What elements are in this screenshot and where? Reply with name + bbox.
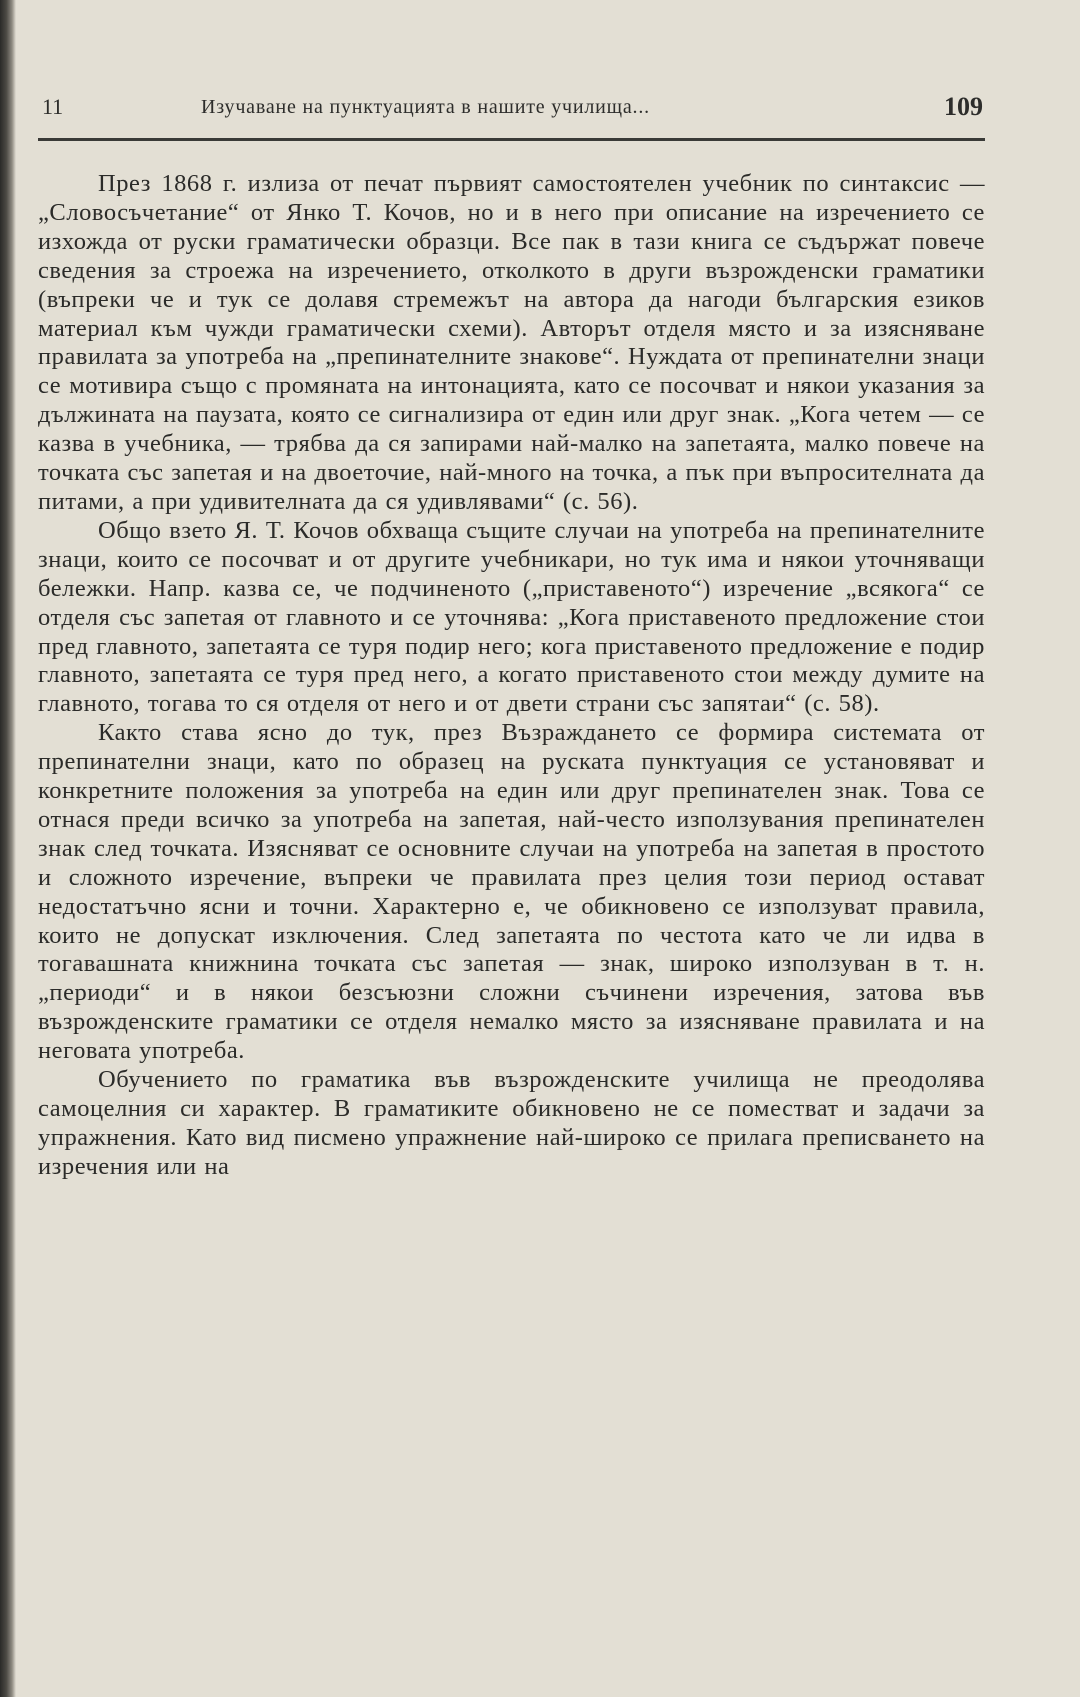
binding-edge	[0, 0, 16, 1697]
running-header	[38, 92, 985, 126]
paragraph: Обучението по граматика във възрожденските училища не преодолява самоцелния си характер. В граматиките обикновено не се поместват и задачи за упражнения. Като вид писмено упражнение най-широко се прилага преписването на изречения или на	[38, 1066, 985, 1180]
paragraph: Общо взето Я. Т. Кочов обхваща същите случаи на употреба на препинателните знаци, които се посочват и от другите учебникари, но тук има и някои уточняващи бележки. Напр. казва се, че подчиненото („приставеното“) изречение „всякога“ се отделя със запетая от главното и се уточнява: „Кога приставеното предложение стои пред главното, запетаята се туря подир него; кога приставеното предложение е подир главното, запетаята се туря пред него, а когато приставеното стои между думите на главното, тогава то ся отделя от него и от двети страни със запятаи“ (с. 58).	[38, 516, 985, 718]
paragraph: Както става ясно до тук, през Възраждането се формира системата от препинателни знаци, като по образец на руската пунктуация се установяват и конкретните положения за употреба на един или друг препинателен знак. Това се отнася преди всичко за употреба на запетая, най-често използувания препинателен знак след точката. Изясняват се основните случаи на употреба на запетая в простото и сложното изречение, въпреки че правилата през целия този период остават недостатъчно ясни и точни. Характерно е, че обикновено се използуват правила, които не допускат изключения. След запетаята по честота като че ли идва в тогавашната книжнина точката със запетая — знак, широко използуван в т. н. „периоди“ и в някои безсъюзни сложни съчинени изречения, затова във възрожденските граматики се отделя немалко място за изясняване правилата и на неговата употреба.	[38, 719, 985, 1065]
page-number: 109	[944, 92, 983, 121]
header-rule	[38, 138, 985, 141]
paragraph: През 1868 г. излиза от печат първият самостоятелен учебник по синтаксис — „Словосъчетание“ от Янко Т. Кочов, но и в него при описание на изречението се изхожда от руски граматически образци. Все пак в тази книга се съдържат повече сведения за строежа на изречението, отколкото в други възрожденски граматики (въпреки че и тук се долавя стремежът на автора да нагоди българския езиков материал към чужди граматически схеми). Авторът отделя място и за изясняване правилата за употреба на „препинателните знакове“. Нуждата от препинателни знаци се мотивира също с промяната на интонацията, като се посочват и някои указания за дължината на паузата, която се сигнализира от един или друг знак. „Кога четем — се казва в учебника, — трябва да ся запирами най-малко на запетаята, малко повече на точката със запетая и на двоеточие, най-много на точка, а пък при въпросителната да питами, а при удивителната да ся удивлявами“ (с. 56).	[38, 170, 985, 515]
running-title: Изучаване на пунктуацията в нашите училища...	[201, 96, 650, 118]
body-text	[38, 170, 985, 1182]
chapter-number: 11	[42, 94, 64, 119]
